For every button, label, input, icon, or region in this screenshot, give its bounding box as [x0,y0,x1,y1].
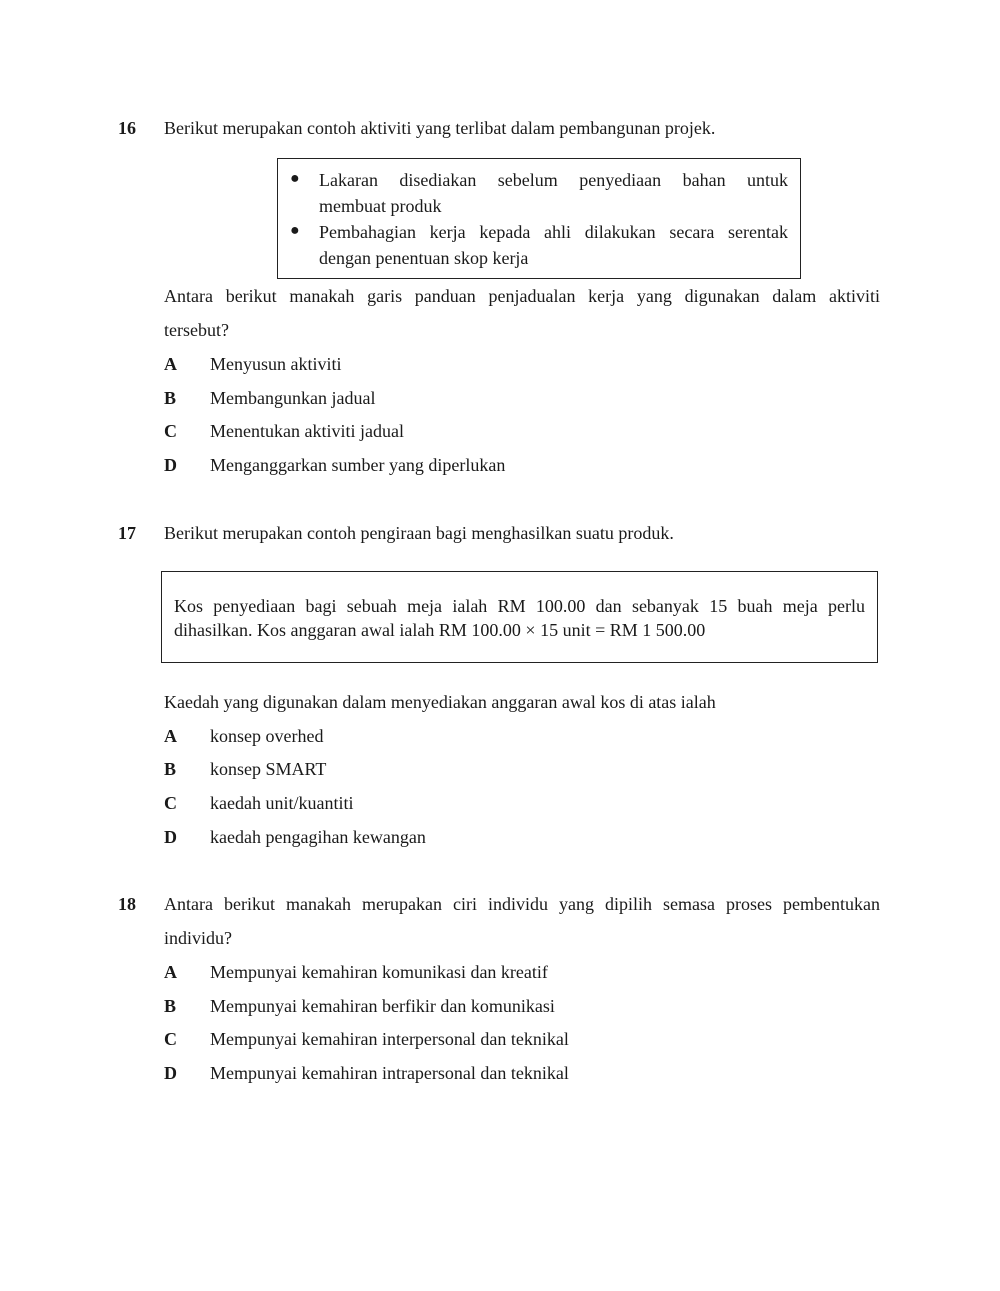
option-text[interactable]: kaedah pengagihan kewangan [210,827,426,847]
question-text: Antara berikut manakah garis panduan penjadualan kerja yang digunakan dalam aktiviti [164,286,880,306]
calculation-text: dihasilkan. Kos anggaran awal ialah RM 100.00 × 15 unit = RM 1 500.00 [174,620,706,640]
question-text: Antara berikut manakah merupakan ciri individu yang dipilih semasa proses pembentukan [164,894,880,914]
option-letter: C [164,1029,177,1049]
option-text[interactable]: konsep overhed [210,726,324,746]
question-number: 18 [118,894,136,914]
option-text[interactable]: Menentukan aktiviti jadual [210,421,404,441]
option-letter: B [164,388,177,408]
list-item-text: membuat produk [319,196,442,216]
option-letter: C [164,793,177,813]
option-letter: D [164,827,177,847]
question-text: individu? [164,928,232,948]
bullet-icon: ● [290,222,300,239]
question-text: tersebut? [164,320,229,340]
list-item-text: Pembahagian kerja kepada ahli dilakukan secara serentak [319,222,788,242]
option-text[interactable]: Menyusun aktiviti [210,354,342,374]
option-text[interactable]: Mempunyai kemahiran interpersonal dan teknikal [210,1029,569,1049]
option-letter: A [164,726,177,746]
option-text[interactable]: Mempunyai kemahiran komunikasi dan kreatif [210,962,548,982]
option-text[interactable]: Mempunyai kemahiran intrapersonal dan teknikal [210,1063,569,1083]
option-letter: A [164,354,177,374]
option-letter: A [164,962,177,982]
option-letter: C [164,421,177,441]
option-letter: D [164,1063,177,1083]
option-text[interactable]: kaedah unit/kuantiti [210,793,354,813]
bullet-icon: ● [290,170,300,187]
option-letter: D [164,455,177,475]
option-text[interactable]: konsep SMART [210,759,327,779]
question-stem: Berikut merupakan contoh aktiviti yang terlibat dalam pembangunan projek. [164,118,716,138]
option-letter: B [164,759,177,779]
list-item-text: Lakaran disediakan sebelum penyediaan bahan untuk [319,170,788,190]
option-text[interactable]: Menganggarkan sumber yang diperlukan [210,455,506,475]
question-text: Kaedah yang digunakan dalam menyediakan anggaran awal kos di atas ialah [164,692,716,712]
calculation-text: Kos penyediaan bagi sebuah meja ialah RM 100.00 dan sebanyak 15 buah meja perlu [174,596,865,616]
option-text[interactable]: Membangunkan jadual [210,388,376,408]
activity-box [277,158,801,279]
question-stem: Berikut merupakan contoh pengiraan bagi menghasilkan suatu produk. [164,523,674,543]
calculation-box [161,571,878,663]
question-number: 16 [118,118,136,138]
option-text[interactable]: Mempunyai kemahiran berfikir dan komunikasi [210,996,555,1016]
option-letter: B [164,996,177,1016]
list-item-text: dengan penentuan skop kerja [319,248,529,268]
question-number: 17 [118,523,136,543]
